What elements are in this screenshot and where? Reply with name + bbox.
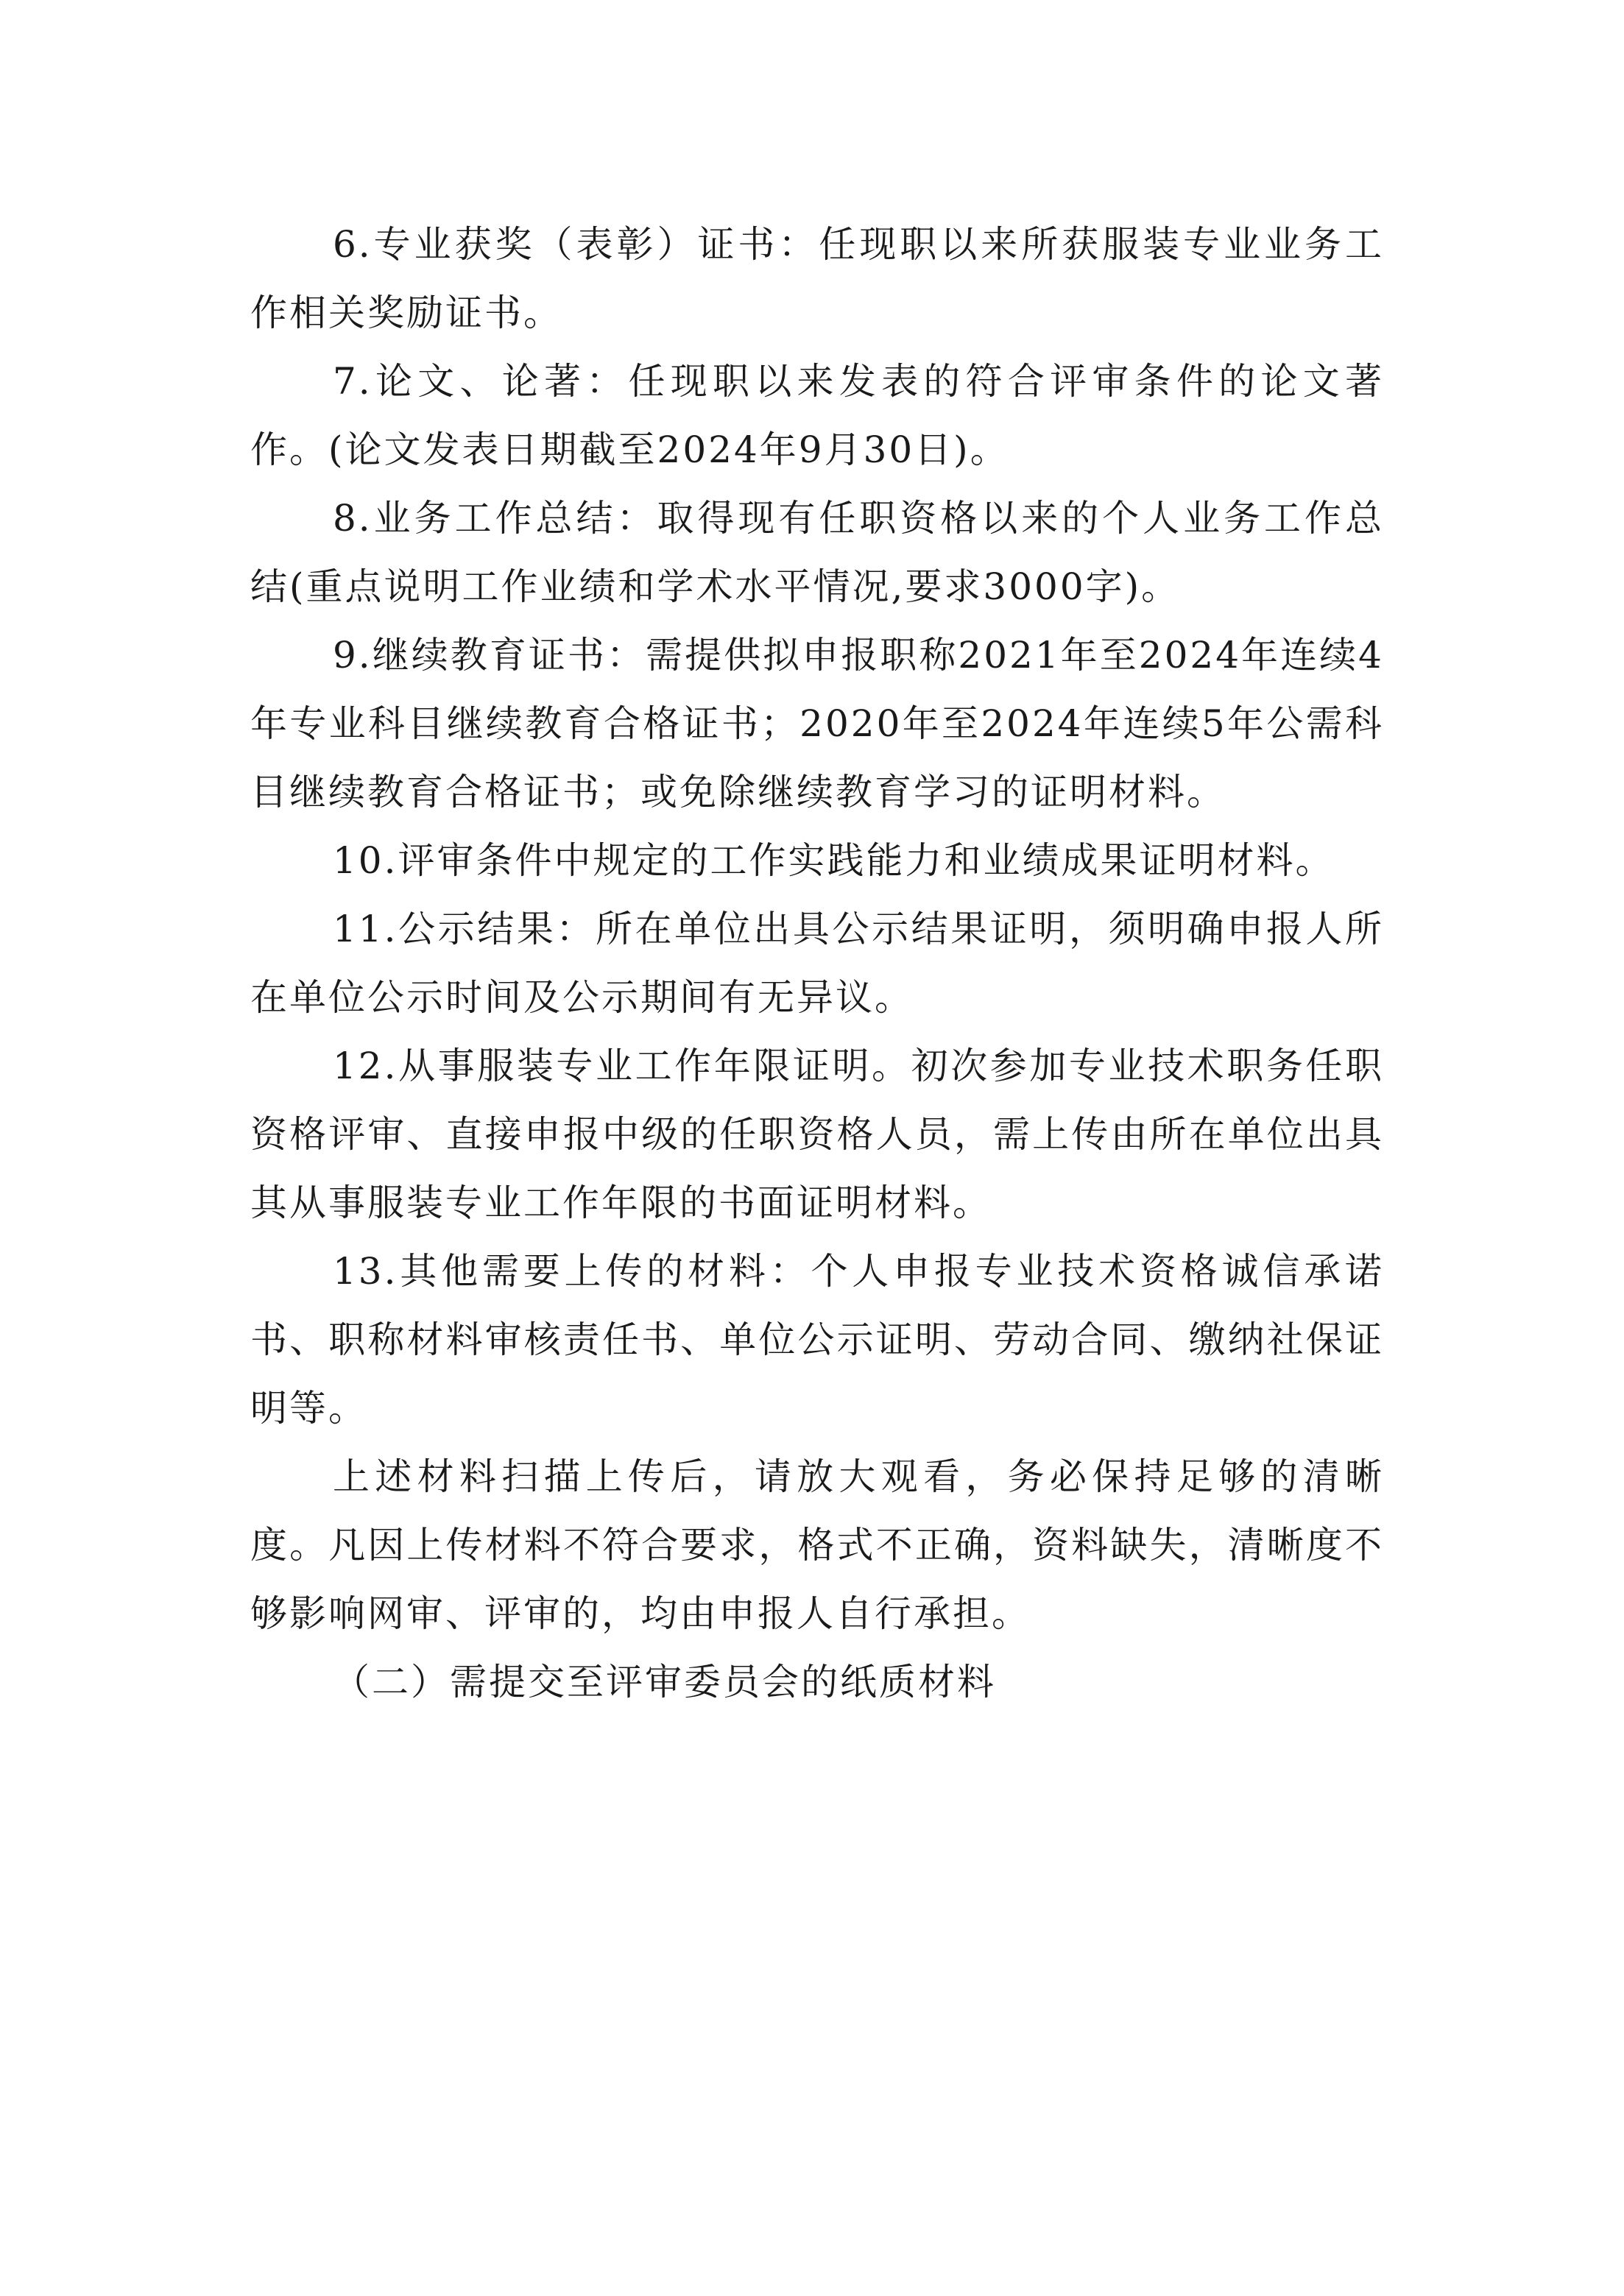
paragraph-item-13: 13.其他需要上传的材料：个人申报专业技术资格诚信承诺书、职称材料审核责任书、单位公示证明、劳动合同、缴纳社保证明等。	[250, 1250, 1384, 1430]
paragraph-item-6: 6.专业获奖（表彰）证书：任现职以来所获服装专业业务工作相关奖励证书。	[250, 223, 1384, 334]
paragraph-item-7: 7.论文、论著：任现职以来发表的符合评审条件的论文著作。(论文发表日期截至2024年9月30日)。	[250, 360, 1384, 471]
paragraph-note: 上述材料扫描上传后，请放大观看，务必保持足够的清晰度。凡因上传材料不符合要求，格式不正确，资料缺失，清晰度不够影响网审、评审的，均由申报人自行承担。	[250, 1455, 1384, 1635]
section-heading: （二）需提交至评审委员会的纸质材料	[333, 1661, 996, 1703]
paragraph-item-9: 9.继续教育证书：需提供拟申报职称2021年至2024年连续4年专业科目继续教育合格证书；2020年至2024年连续5年公需科目继续教育合格证书；或免除继续教育学习的证明材料。	[250, 634, 1384, 813]
paragraph-item-12: 12.从事服装专业工作年限证明。初次参加专业技术职务任职资格评审、直接申报中级的任职资格人员，需上传由所在单位出具其从事服装专业工作年限的书面证明材料。	[250, 1045, 1384, 1224]
paragraph-item-10: 10.评审条件中规定的工作实践能力和业绩成果证明材料。	[333, 839, 1335, 882]
document-body	[250, 211, 1384, 1717]
paragraph-item-8: 8.业务工作总结：取得现有任职资格以来的个人业务工作总结(重点说明工作业绩和学术水平情况,要求3000字)。	[250, 497, 1384, 608]
paragraph-item-11: 11.公示结果：所在单位出具公示结果证明，须明确申报人所在单位公示时间及公示期间有无异议。	[250, 908, 1384, 1019]
